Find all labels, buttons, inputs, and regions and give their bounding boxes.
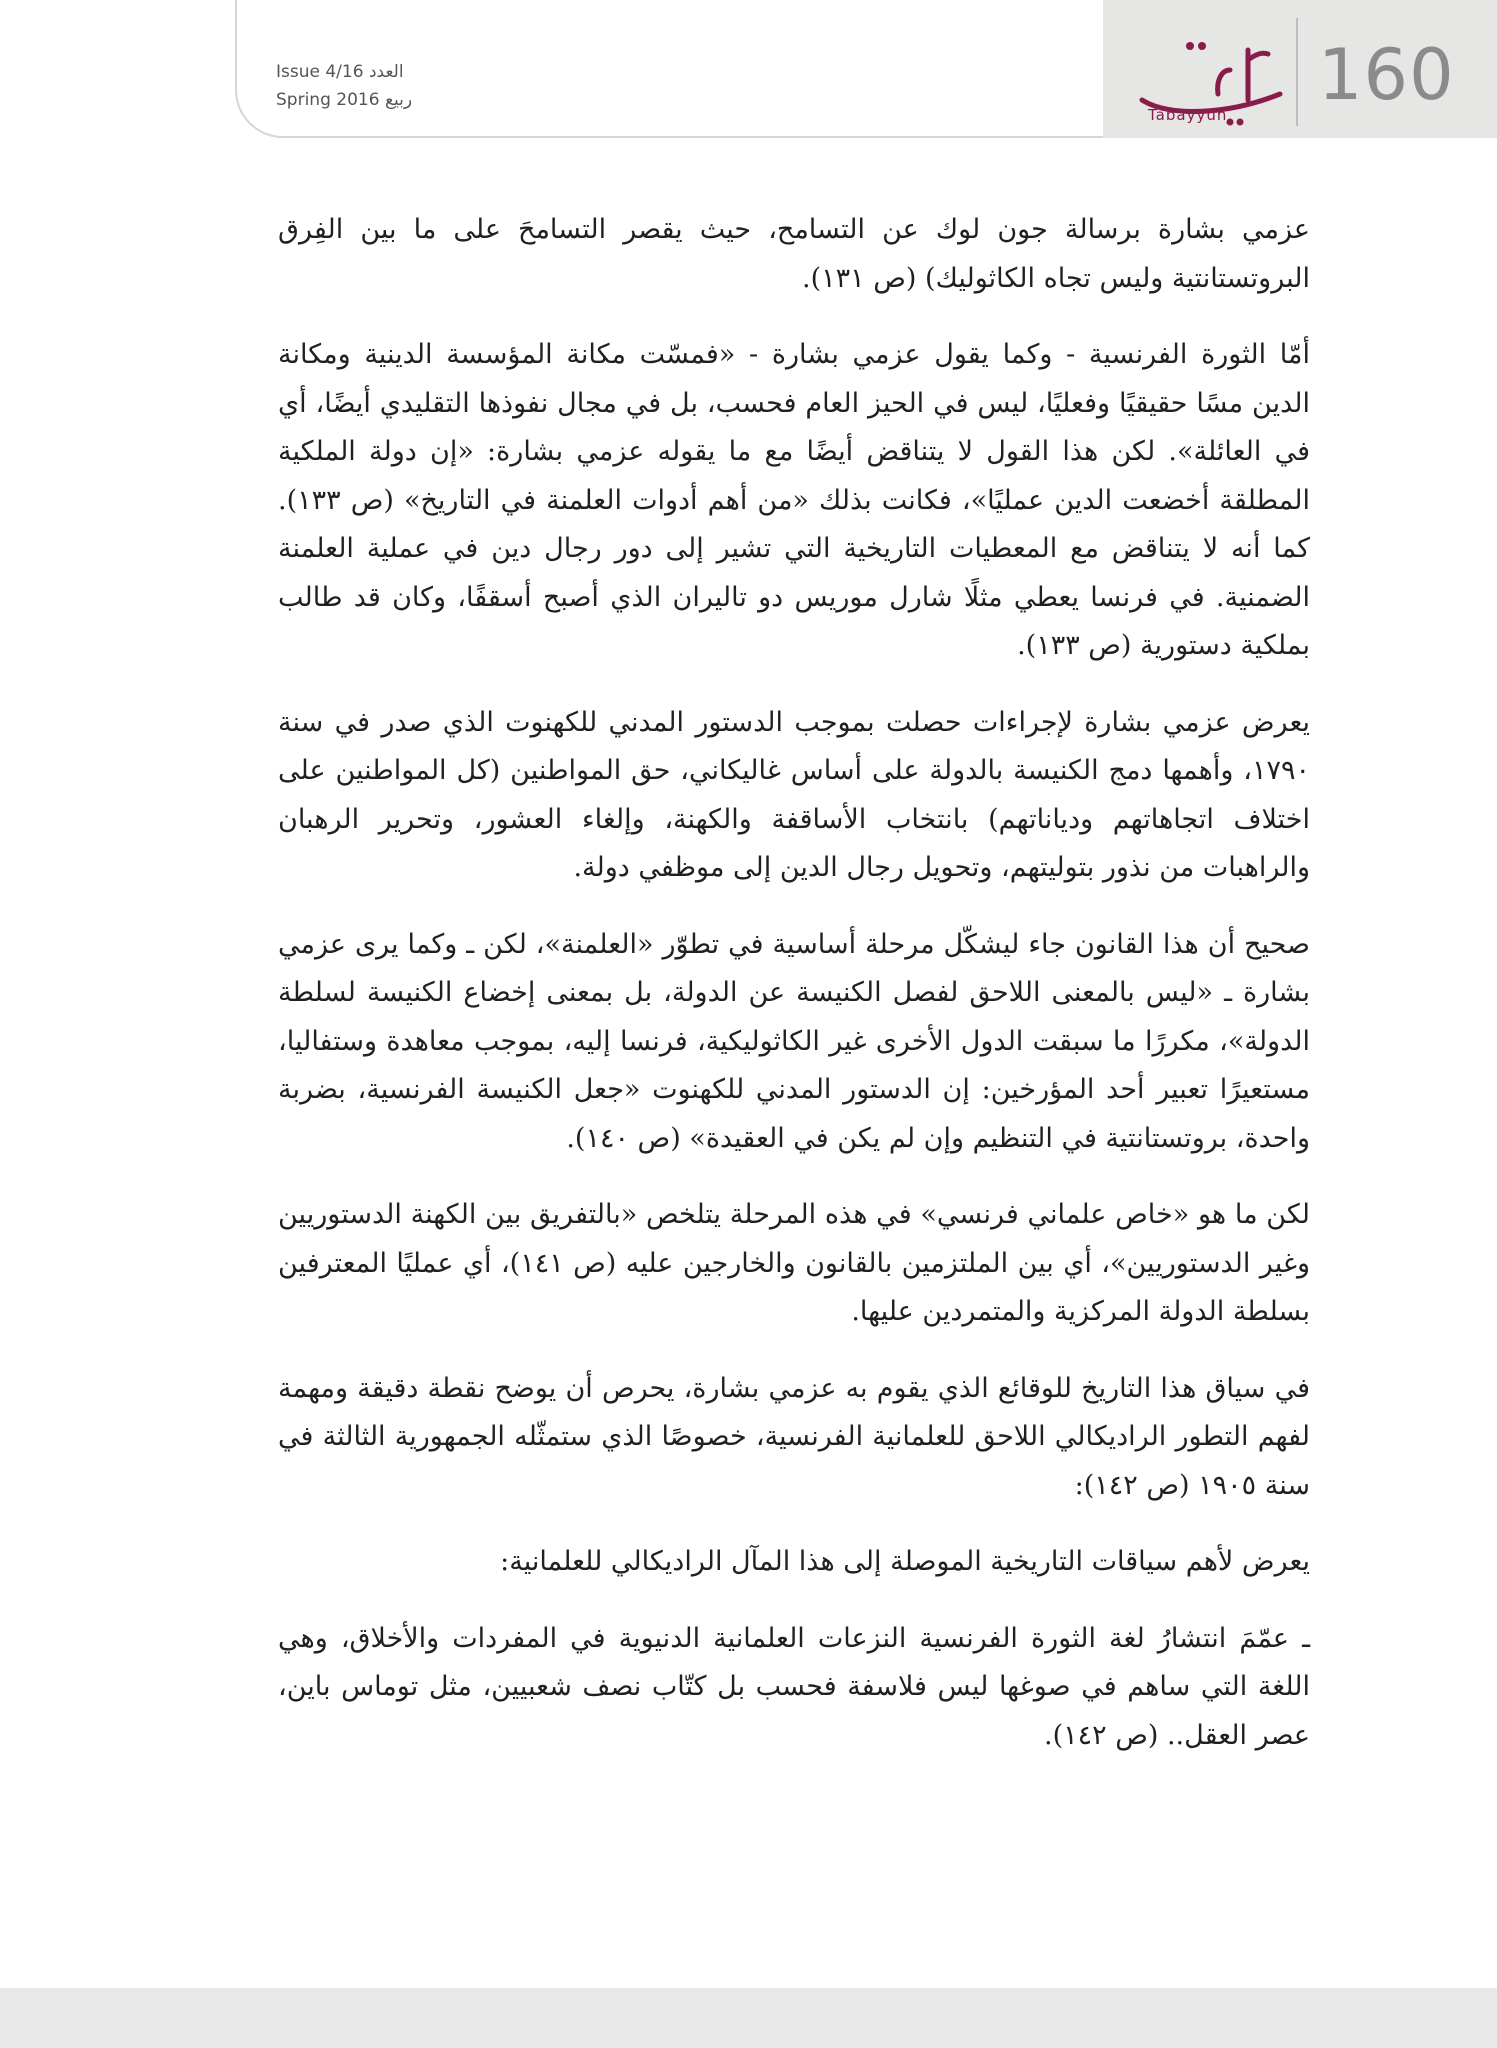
paragraph: صحيح أن هذا القانون جاء ليشكّل مرحلة أساسية في تطوّر «العلمنة»، لكن ـ وكما يرى عزمي بشارة ـ «ليس بالمعنى اللاحق لفصل الكنيسة عن الدولة، بل بمعنى إخضاع الكنيسة لسلطة الدولة»، مكررًا ما سبقت الدول الأخرى غير الكاثوليكية، فرنسا إليه، بموجب معاهدة وستفاليا، مستعيرًا تعبير أحد المؤرخين: إن الدستور المدني للكهنوت «جعل الكنيسة الفرنسية، بضربة واحدة، بروتستانتية في التنظيم وإن لم يكن في العقيدة» (ص ١٤٠). <box>278 928 1310 1154</box>
paragraph: في سياق هذا التاريخ للوقائع الذي يقوم به عزمي بشارة، يحرص أن يوضح نقطة دقيقة ومهمة لفهم التطور الراديكالي اللاحق للعلمانية الفرنسية، خصوصًا الذي ستمثّله الجمهورية الثالثة في سنة ١٩٠٥ (ص ١٤٢): <box>278 1372 1310 1501</box>
season-line: Spring 2016 ربيع <box>276 90 413 110</box>
paragraph: ـ عمّمَ انتشارُ لغة الثورة الفرنسية النزعات العلمانية الدنيوية في المفردات والأخلاق، وهي اللغة التي ساهم في صوغها ليس فلاسفة فحسب بل كتّاب نصف شعبيين، مثل توماس باين، عصر العقل.. (ص ١٤٢). <box>278 1622 1310 1751</box>
footer-band <box>0 1988 1497 2048</box>
paragraph: عزمي بشارة برسالة جون لوك عن التسامح، حيث يقصر التسامحَ على ما بين الفِرق البروتستانتية وليس تجاه الكاثوليك) (ص ١٣١). <box>278 214 1310 294</box>
paragraph: لكن ما هو «خاص علماني فرنسي» في هذه المرحلة يتلخص «بالتفريق بين الكهنة الدستوريين وغير الدستوريين»، أي بين الملتزمين بالقانون والخارجين عليه (ص ١٤١)، أي عمليًا المعترفين بسلطة الدولة المركزية والمتمردين عليها. <box>278 1199 1310 1327</box>
issue-info <box>276 58 456 114</box>
page-number: 160 <box>1318 34 1455 116</box>
logo-latin-text: Tabayyun <box>1148 106 1228 124</box>
issue-line: Issue 4/16 العدد <box>276 62 404 82</box>
header-divider <box>1296 18 1298 126</box>
paragraph: يعرض لأهم سياقات التاريخية الموصلة إلى هذا المآل الراديكالي للعلمانية: <box>500 1546 1310 1577</box>
paragraph: أمّا الثورة الفرنسية - وكما يقول عزمي بشارة - «فمسّت مكانة المؤسسة الدينية ومكانة الدين مسًا حقيقيًا وفعليًا، ليس في الحيز العام فحسب، بل في مجال نفوذها التقليدي أيضًا، أي في العائلة». لكن هذا القول لا يتناقض أيضًا مع ما يقوله عزمي بشارة: «إن دولة الملكية المطلقة أخضعت الدين عمليًا»، فكانت بذلك «من أهم أدوات العلمنة في التاريخ» (ص ١٣٣). كما أنه لا يتناقض مع المعطيات التاريخية التي تشير إلى دور رجال دين في عملية العلمنة الضمنية. في فرنسا يعطي مثلًا شارل موريس دو تاليران الذي أصبح أسقفًا، وكان قد طالب بملكية دستورية (ص ١٣٣). <box>278 339 1310 661</box>
article-body <box>278 206 1310 1788</box>
paragraph: يعرض عزمي بشارة لإجراءات حصلت بموجب الدستور المدني للكهنوت الذي صدر في سنة ١٧٩٠، وأهمها دمج الكنيسة بالدولة على أساس غاليكاني، حق المواطنين (كل المواطنين على اختلاف اتجاهاتهم ودياناتهم) بانتخاب الأساقفة والكهنة، وإلغاء العشور، وتحرير الرهبان والراهبات من نذور بتوليتهم، وتحويل رجال الدين إلى موظفي دولة. <box>278 706 1310 883</box>
